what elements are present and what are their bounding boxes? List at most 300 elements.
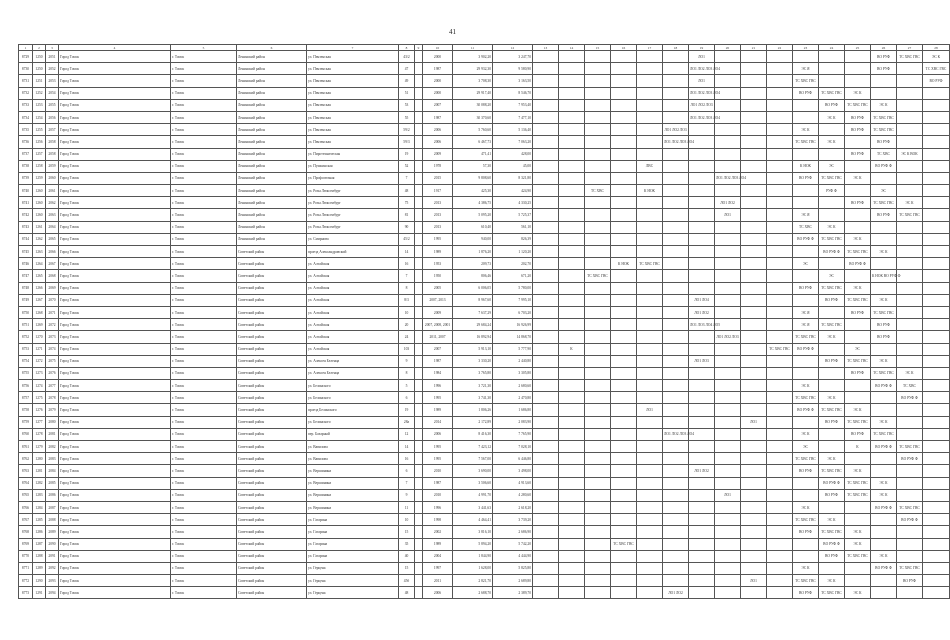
table-cell bbox=[845, 562, 871, 574]
table-cell: 7 567,00 bbox=[453, 453, 493, 465]
table-cell bbox=[897, 246, 923, 258]
table-cell: ВО РУФ bbox=[793, 587, 819, 599]
table-cell bbox=[819, 562, 845, 574]
table-cell: 5 725,37 bbox=[493, 209, 533, 221]
table-row bbox=[19, 550, 950, 562]
table-cell bbox=[637, 331, 663, 343]
table-cell bbox=[533, 550, 559, 562]
table-cell bbox=[871, 514, 897, 526]
table-cell: 59/2 bbox=[399, 124, 415, 136]
table-cell: 1250 bbox=[33, 63, 46, 75]
table-cell: ВО РУФ bbox=[819, 355, 845, 367]
table-cell bbox=[585, 136, 611, 148]
table-cell: 5 095,20 bbox=[453, 209, 493, 221]
column-number-header: 8 bbox=[399, 45, 415, 51]
table-cell bbox=[585, 380, 611, 392]
table-cell: ЭС К bbox=[923, 51, 950, 63]
table-cell: Город Томск bbox=[59, 343, 171, 355]
table-cell: ЭС К ВОК bbox=[897, 148, 923, 160]
table-cell: Город Томск bbox=[59, 380, 171, 392]
table-cell: 3 498,00 bbox=[493, 465, 533, 477]
table-cell bbox=[663, 514, 689, 526]
table-cell: ул. Вавилова bbox=[307, 453, 399, 465]
table-cell: 16 bbox=[399, 258, 415, 270]
table-cell: ЛО1 ЛО2 bbox=[689, 465, 715, 477]
table-cell bbox=[637, 501, 663, 513]
table-cell: 2011 bbox=[423, 575, 453, 587]
table-cell: Советский район bbox=[237, 526, 307, 538]
table-cell: К НОК ВО РУФ Ф bbox=[871, 270, 897, 282]
table-cell: ЛО1 ЛО2 ЛО3 bbox=[689, 99, 715, 111]
table-cell bbox=[663, 380, 689, 392]
table-cell bbox=[533, 111, 559, 123]
table-row bbox=[19, 136, 950, 148]
table-cell bbox=[533, 526, 559, 538]
table-cell bbox=[559, 331, 585, 343]
table-cell bbox=[663, 99, 689, 111]
table-cell: г. Томск bbox=[171, 148, 237, 160]
table-cell: ЭС К bbox=[819, 331, 845, 343]
table-cell: г. Томск bbox=[171, 404, 237, 416]
table-cell: ТС ХВС ГВС bbox=[845, 416, 871, 428]
table-cell bbox=[637, 367, 663, 379]
table-cell: ул. Розы Люксембург bbox=[307, 197, 399, 209]
table-cell: 2 680,60 bbox=[493, 380, 533, 392]
table-cell: ЭС К bbox=[819, 111, 845, 123]
table-cell bbox=[715, 392, 741, 404]
table-cell bbox=[689, 416, 715, 428]
table-cell bbox=[871, 282, 897, 294]
table-cell bbox=[585, 575, 611, 587]
table-cell bbox=[611, 294, 637, 306]
table-cell bbox=[559, 185, 585, 197]
table-cell: 2 689,80 bbox=[493, 575, 533, 587]
table-cell: 1276 bbox=[33, 404, 46, 416]
table-cell bbox=[819, 209, 845, 221]
table-cell bbox=[559, 526, 585, 538]
table-cell: Советский район bbox=[237, 562, 307, 574]
table-cell: Город Томск bbox=[59, 306, 171, 318]
table-cell: пер. Базарный bbox=[307, 428, 399, 440]
table-cell: 2000 bbox=[423, 51, 453, 63]
table-cell: Город Томск bbox=[59, 331, 171, 343]
table-cell bbox=[663, 355, 689, 367]
table-cell bbox=[663, 246, 689, 258]
table-cell bbox=[585, 501, 611, 513]
table-cell bbox=[585, 87, 611, 99]
table-cell bbox=[715, 282, 741, 294]
table-cell: 5 136,40 bbox=[493, 124, 533, 136]
table-cell bbox=[767, 392, 793, 404]
table-cell: ЛО1 bbox=[715, 489, 741, 501]
table-cell bbox=[923, 404, 950, 416]
table-cell bbox=[923, 514, 950, 526]
table-cell: 8743 bbox=[19, 221, 33, 233]
table-row bbox=[19, 562, 950, 574]
table-cell bbox=[897, 282, 923, 294]
table-cell bbox=[793, 270, 819, 282]
table-cell: ТС ХВС ГВС bbox=[819, 172, 845, 184]
table-cell: 1996 bbox=[423, 501, 453, 513]
table-cell bbox=[871, 392, 897, 404]
table-cell: ТС ХВС ГВС bbox=[819, 404, 845, 416]
table-cell bbox=[637, 209, 663, 221]
table-cell: г. Томск bbox=[171, 136, 237, 148]
table-cell: 1259 bbox=[33, 172, 46, 184]
table-cell: 8 967,60 bbox=[453, 294, 493, 306]
table-cell: Город Томск bbox=[59, 258, 171, 270]
table-cell bbox=[559, 465, 585, 477]
table-cell: Город Томск bbox=[59, 453, 171, 465]
table-cell: Город Томск bbox=[59, 441, 171, 453]
column-number-header: 12 bbox=[493, 45, 533, 51]
table-row bbox=[19, 477, 950, 489]
table-cell: ул. Белинского bbox=[307, 416, 399, 428]
table-cell: 1987 bbox=[423, 111, 453, 123]
table-cell bbox=[767, 209, 793, 221]
table-cell: 1286 bbox=[33, 526, 46, 538]
table-cell bbox=[611, 501, 637, 513]
table-cell: Ленинский район bbox=[237, 160, 307, 172]
table-cell: К НОК bbox=[637, 185, 663, 197]
table-cell: ЭС К bbox=[819, 392, 845, 404]
table-cell bbox=[741, 111, 767, 123]
table-cell bbox=[585, 489, 611, 501]
table-cell: 2057 bbox=[46, 124, 59, 136]
table-cell bbox=[533, 441, 559, 453]
table-cell: 2059 bbox=[46, 160, 59, 172]
table-cell bbox=[585, 63, 611, 75]
table-cell: 8737 bbox=[19, 148, 33, 160]
table-cell bbox=[585, 111, 611, 123]
table-cell bbox=[689, 233, 715, 245]
table-cell bbox=[715, 136, 741, 148]
table-cell bbox=[559, 75, 585, 87]
table-cell bbox=[637, 453, 663, 465]
table-cell: г. Томск bbox=[171, 562, 237, 574]
table-cell bbox=[897, 331, 923, 343]
table-cell bbox=[923, 392, 950, 404]
table-cell: 2054 bbox=[46, 87, 59, 99]
table-cell bbox=[923, 258, 950, 270]
table-cell: Город Томск bbox=[59, 197, 171, 209]
table-cell bbox=[845, 501, 871, 513]
table-cell bbox=[585, 587, 611, 599]
table-cell bbox=[637, 441, 663, 453]
table-cell: 2083 bbox=[46, 453, 59, 465]
table-cell bbox=[637, 392, 663, 404]
table-cell bbox=[415, 392, 423, 404]
table-cell: 8772 bbox=[19, 575, 33, 587]
table-cell bbox=[715, 221, 741, 233]
table-row bbox=[19, 465, 950, 477]
table-cell bbox=[663, 441, 689, 453]
table-cell bbox=[793, 246, 819, 258]
table-cell: Советский район bbox=[237, 392, 307, 404]
table-cell bbox=[533, 489, 559, 501]
table-cell: ул. Пензенская bbox=[307, 51, 399, 63]
table-cell bbox=[923, 441, 950, 453]
table-cell bbox=[533, 270, 559, 282]
column-number-header: 7 bbox=[307, 45, 399, 51]
table-cell: ул. Пензенская bbox=[307, 136, 399, 148]
table-cell bbox=[415, 258, 423, 270]
table-cell bbox=[819, 428, 845, 440]
table-cell: К bbox=[845, 441, 871, 453]
table-cell: 8757 bbox=[19, 392, 33, 404]
table-cell bbox=[897, 75, 923, 87]
table-cell bbox=[897, 428, 923, 440]
table-cell: 1953 bbox=[423, 258, 453, 270]
table-cell: ЛО1 ЛО2 ЛО3 ЛО4 bbox=[663, 136, 689, 148]
table-cell: ул. Розы Люксембург bbox=[307, 221, 399, 233]
table-cell bbox=[689, 380, 715, 392]
table-cell bbox=[415, 416, 423, 428]
table-cell: 2 686,90 bbox=[493, 526, 533, 538]
table-cell bbox=[715, 550, 741, 562]
table-cell: ЭС К bbox=[871, 99, 897, 111]
table-cell: 6 bbox=[399, 392, 415, 404]
table-cell bbox=[533, 465, 559, 477]
table-cell bbox=[637, 294, 663, 306]
table-cell bbox=[767, 501, 793, 513]
table-cell bbox=[767, 453, 793, 465]
table-cell: ЛО1 bbox=[689, 75, 715, 87]
table-cell: 2051 bbox=[46, 51, 59, 63]
table-cell: 1995 bbox=[423, 453, 453, 465]
table-cell bbox=[611, 453, 637, 465]
table-cell bbox=[715, 416, 741, 428]
table-cell: 2 821,70 bbox=[453, 575, 493, 587]
table-cell bbox=[637, 465, 663, 477]
table-cell: 1290 bbox=[33, 575, 46, 587]
table-cell bbox=[741, 51, 767, 63]
table-cell bbox=[533, 87, 559, 99]
table-cell bbox=[793, 185, 819, 197]
table-cell: 2074 bbox=[46, 343, 59, 355]
table-cell bbox=[637, 246, 663, 258]
table-cell bbox=[897, 538, 923, 550]
table-cell: ул. Пушкинская bbox=[307, 160, 399, 172]
table-row bbox=[19, 404, 950, 416]
table-cell: 1264 bbox=[33, 258, 46, 270]
table-cell: 9 bbox=[399, 355, 415, 367]
table-cell bbox=[923, 185, 950, 197]
table-cell: 940,00 bbox=[453, 233, 493, 245]
table-cell: г. Томск bbox=[171, 306, 237, 318]
table-cell bbox=[923, 343, 950, 355]
table-cell: ВО РУФ bbox=[793, 282, 819, 294]
table-cell bbox=[663, 526, 689, 538]
table-cell: г. Томск bbox=[171, 331, 237, 343]
table-cell bbox=[845, 270, 871, 282]
table-cell: проезд Белинского bbox=[307, 404, 399, 416]
table-cell: ВО РУФ Ф bbox=[897, 392, 923, 404]
table-cell: 2094 bbox=[46, 587, 59, 599]
table-cell: 1254 bbox=[33, 111, 46, 123]
table-cell bbox=[793, 99, 819, 111]
table-cell bbox=[611, 111, 637, 123]
table-cell bbox=[897, 465, 923, 477]
table-cell: 8745 bbox=[19, 246, 33, 258]
table-cell bbox=[897, 172, 923, 184]
table-cell: 2007, 2013 bbox=[423, 294, 453, 306]
table-cell: ТС ХВС ГВС bbox=[845, 294, 871, 306]
table-cell: 1266 bbox=[33, 282, 46, 294]
table-cell bbox=[715, 367, 741, 379]
table-cell: 52 bbox=[399, 160, 415, 172]
table-cell: ТС ХВС ГВС bbox=[819, 587, 845, 599]
table-cell: Советский район bbox=[237, 343, 307, 355]
table-cell bbox=[741, 270, 767, 282]
table-cell: Ленинский район bbox=[237, 209, 307, 221]
table-cell bbox=[923, 587, 950, 599]
table-cell: 2093 bbox=[46, 575, 59, 587]
table-cell: Ленинский район bbox=[237, 172, 307, 184]
table-cell bbox=[715, 380, 741, 392]
table-cell bbox=[637, 428, 663, 440]
table-cell: г. Томск bbox=[171, 538, 237, 550]
table-cell bbox=[415, 441, 423, 453]
table-cell: 4 330,25 bbox=[493, 197, 533, 209]
table-cell bbox=[767, 282, 793, 294]
table-cell bbox=[793, 197, 819, 209]
table-cell: г. Томск bbox=[171, 99, 237, 111]
table-cell: 1275 bbox=[33, 392, 46, 404]
table-cell: Советский район bbox=[237, 355, 307, 367]
table-cell bbox=[819, 380, 845, 392]
table-cell: 7 995,10 bbox=[493, 294, 533, 306]
table-cell bbox=[585, 367, 611, 379]
table-cell bbox=[793, 477, 819, 489]
table-cell: г. Томск bbox=[171, 63, 237, 75]
table-cell bbox=[611, 172, 637, 184]
table-cell bbox=[767, 124, 793, 136]
table-cell bbox=[741, 404, 767, 416]
table-cell bbox=[871, 343, 897, 355]
table-cell: ТС ХВС ГВС bbox=[897, 562, 923, 574]
table-cell bbox=[663, 453, 689, 465]
table-cell bbox=[845, 160, 871, 172]
table-row bbox=[19, 124, 950, 136]
table-cell: ул. Гагарина bbox=[307, 550, 399, 562]
table-cell: 11 bbox=[399, 501, 415, 513]
table-cell bbox=[637, 233, 663, 245]
table-cell: Город Томск bbox=[59, 172, 171, 184]
table-cell bbox=[897, 99, 923, 111]
table-cell: 3 330,20 bbox=[453, 355, 493, 367]
table-cell bbox=[533, 148, 559, 160]
table-cell bbox=[923, 124, 950, 136]
table-cell: Ленинский район bbox=[237, 111, 307, 123]
table-cell bbox=[533, 343, 559, 355]
table-row bbox=[19, 514, 950, 526]
table-cell: 2067 bbox=[46, 258, 59, 270]
table-cell bbox=[767, 489, 793, 501]
table-cell: Город Томск bbox=[59, 111, 171, 123]
table-cell bbox=[741, 355, 767, 367]
table-cell: Город Томск bbox=[59, 404, 171, 416]
table-cell bbox=[923, 562, 950, 574]
table-cell: 2062 bbox=[46, 197, 59, 209]
table-row bbox=[19, 416, 950, 428]
table-cell bbox=[585, 441, 611, 453]
table-cell: 19 bbox=[399, 148, 415, 160]
table-cell: 1272 bbox=[33, 355, 46, 367]
table-cell bbox=[415, 380, 423, 392]
table-cell: 8 bbox=[399, 282, 415, 294]
table-cell bbox=[585, 465, 611, 477]
table-cell: 2014 bbox=[423, 416, 453, 428]
table-cell bbox=[663, 270, 689, 282]
table-cell bbox=[663, 367, 689, 379]
table-cell: 2073 bbox=[46, 331, 59, 343]
table-cell bbox=[897, 404, 923, 416]
table-row bbox=[19, 221, 950, 233]
table-cell: 2058 bbox=[46, 148, 59, 160]
table-cell: ул. Пиротехническая bbox=[307, 148, 399, 160]
table-cell: 3 741,30 bbox=[453, 392, 493, 404]
table-cell bbox=[923, 331, 950, 343]
table-cell: ВО РУФ bbox=[845, 148, 871, 160]
table-cell bbox=[611, 477, 637, 489]
table-cell: ВО РУФ Ф bbox=[845, 258, 871, 270]
table-cell bbox=[559, 489, 585, 501]
table-cell bbox=[923, 477, 950, 489]
table-cell: ЛО1 ЛО4 bbox=[689, 294, 715, 306]
table-row bbox=[19, 428, 950, 440]
table-cell: 671,20 bbox=[493, 270, 533, 282]
table-row bbox=[19, 185, 950, 197]
table-cell bbox=[767, 294, 793, 306]
table-cell: ЭС К bbox=[845, 233, 871, 245]
column-number-header: 14 bbox=[559, 45, 585, 51]
table-cell bbox=[819, 148, 845, 160]
table-cell bbox=[663, 343, 689, 355]
table-row bbox=[19, 441, 950, 453]
table-cell: 1984 bbox=[423, 367, 453, 379]
table-cell: ВО РУФ bbox=[819, 416, 845, 428]
table-cell bbox=[585, 355, 611, 367]
table-cell bbox=[663, 319, 689, 331]
table-cell bbox=[611, 185, 637, 197]
table-cell bbox=[585, 172, 611, 184]
table-cell bbox=[741, 428, 767, 440]
table-row bbox=[19, 489, 950, 501]
table-cell bbox=[663, 75, 689, 87]
table-cell: ВО РУФ bbox=[819, 99, 845, 111]
table-cell: Город Томск bbox=[59, 477, 171, 489]
table-cell bbox=[533, 124, 559, 136]
table-cell: г. Томск bbox=[171, 416, 237, 428]
table-cell bbox=[611, 526, 637, 538]
table-cell bbox=[585, 404, 611, 416]
table-cell: 2058 bbox=[46, 136, 59, 148]
table-cell: 1250 bbox=[33, 51, 46, 63]
table-cell bbox=[585, 51, 611, 63]
table-cell bbox=[611, 355, 637, 367]
table-cell: Город Томск bbox=[59, 550, 171, 562]
table-cell bbox=[897, 160, 923, 172]
table-cell bbox=[611, 87, 637, 99]
table-cell: 6 446,80 bbox=[493, 453, 533, 465]
table-cell bbox=[559, 111, 585, 123]
table-cell bbox=[611, 136, 637, 148]
table-cell bbox=[533, 233, 559, 245]
table-cell: 1261 bbox=[33, 221, 46, 233]
table-cell bbox=[585, 428, 611, 440]
table-cell: 4 386,75 bbox=[453, 197, 493, 209]
